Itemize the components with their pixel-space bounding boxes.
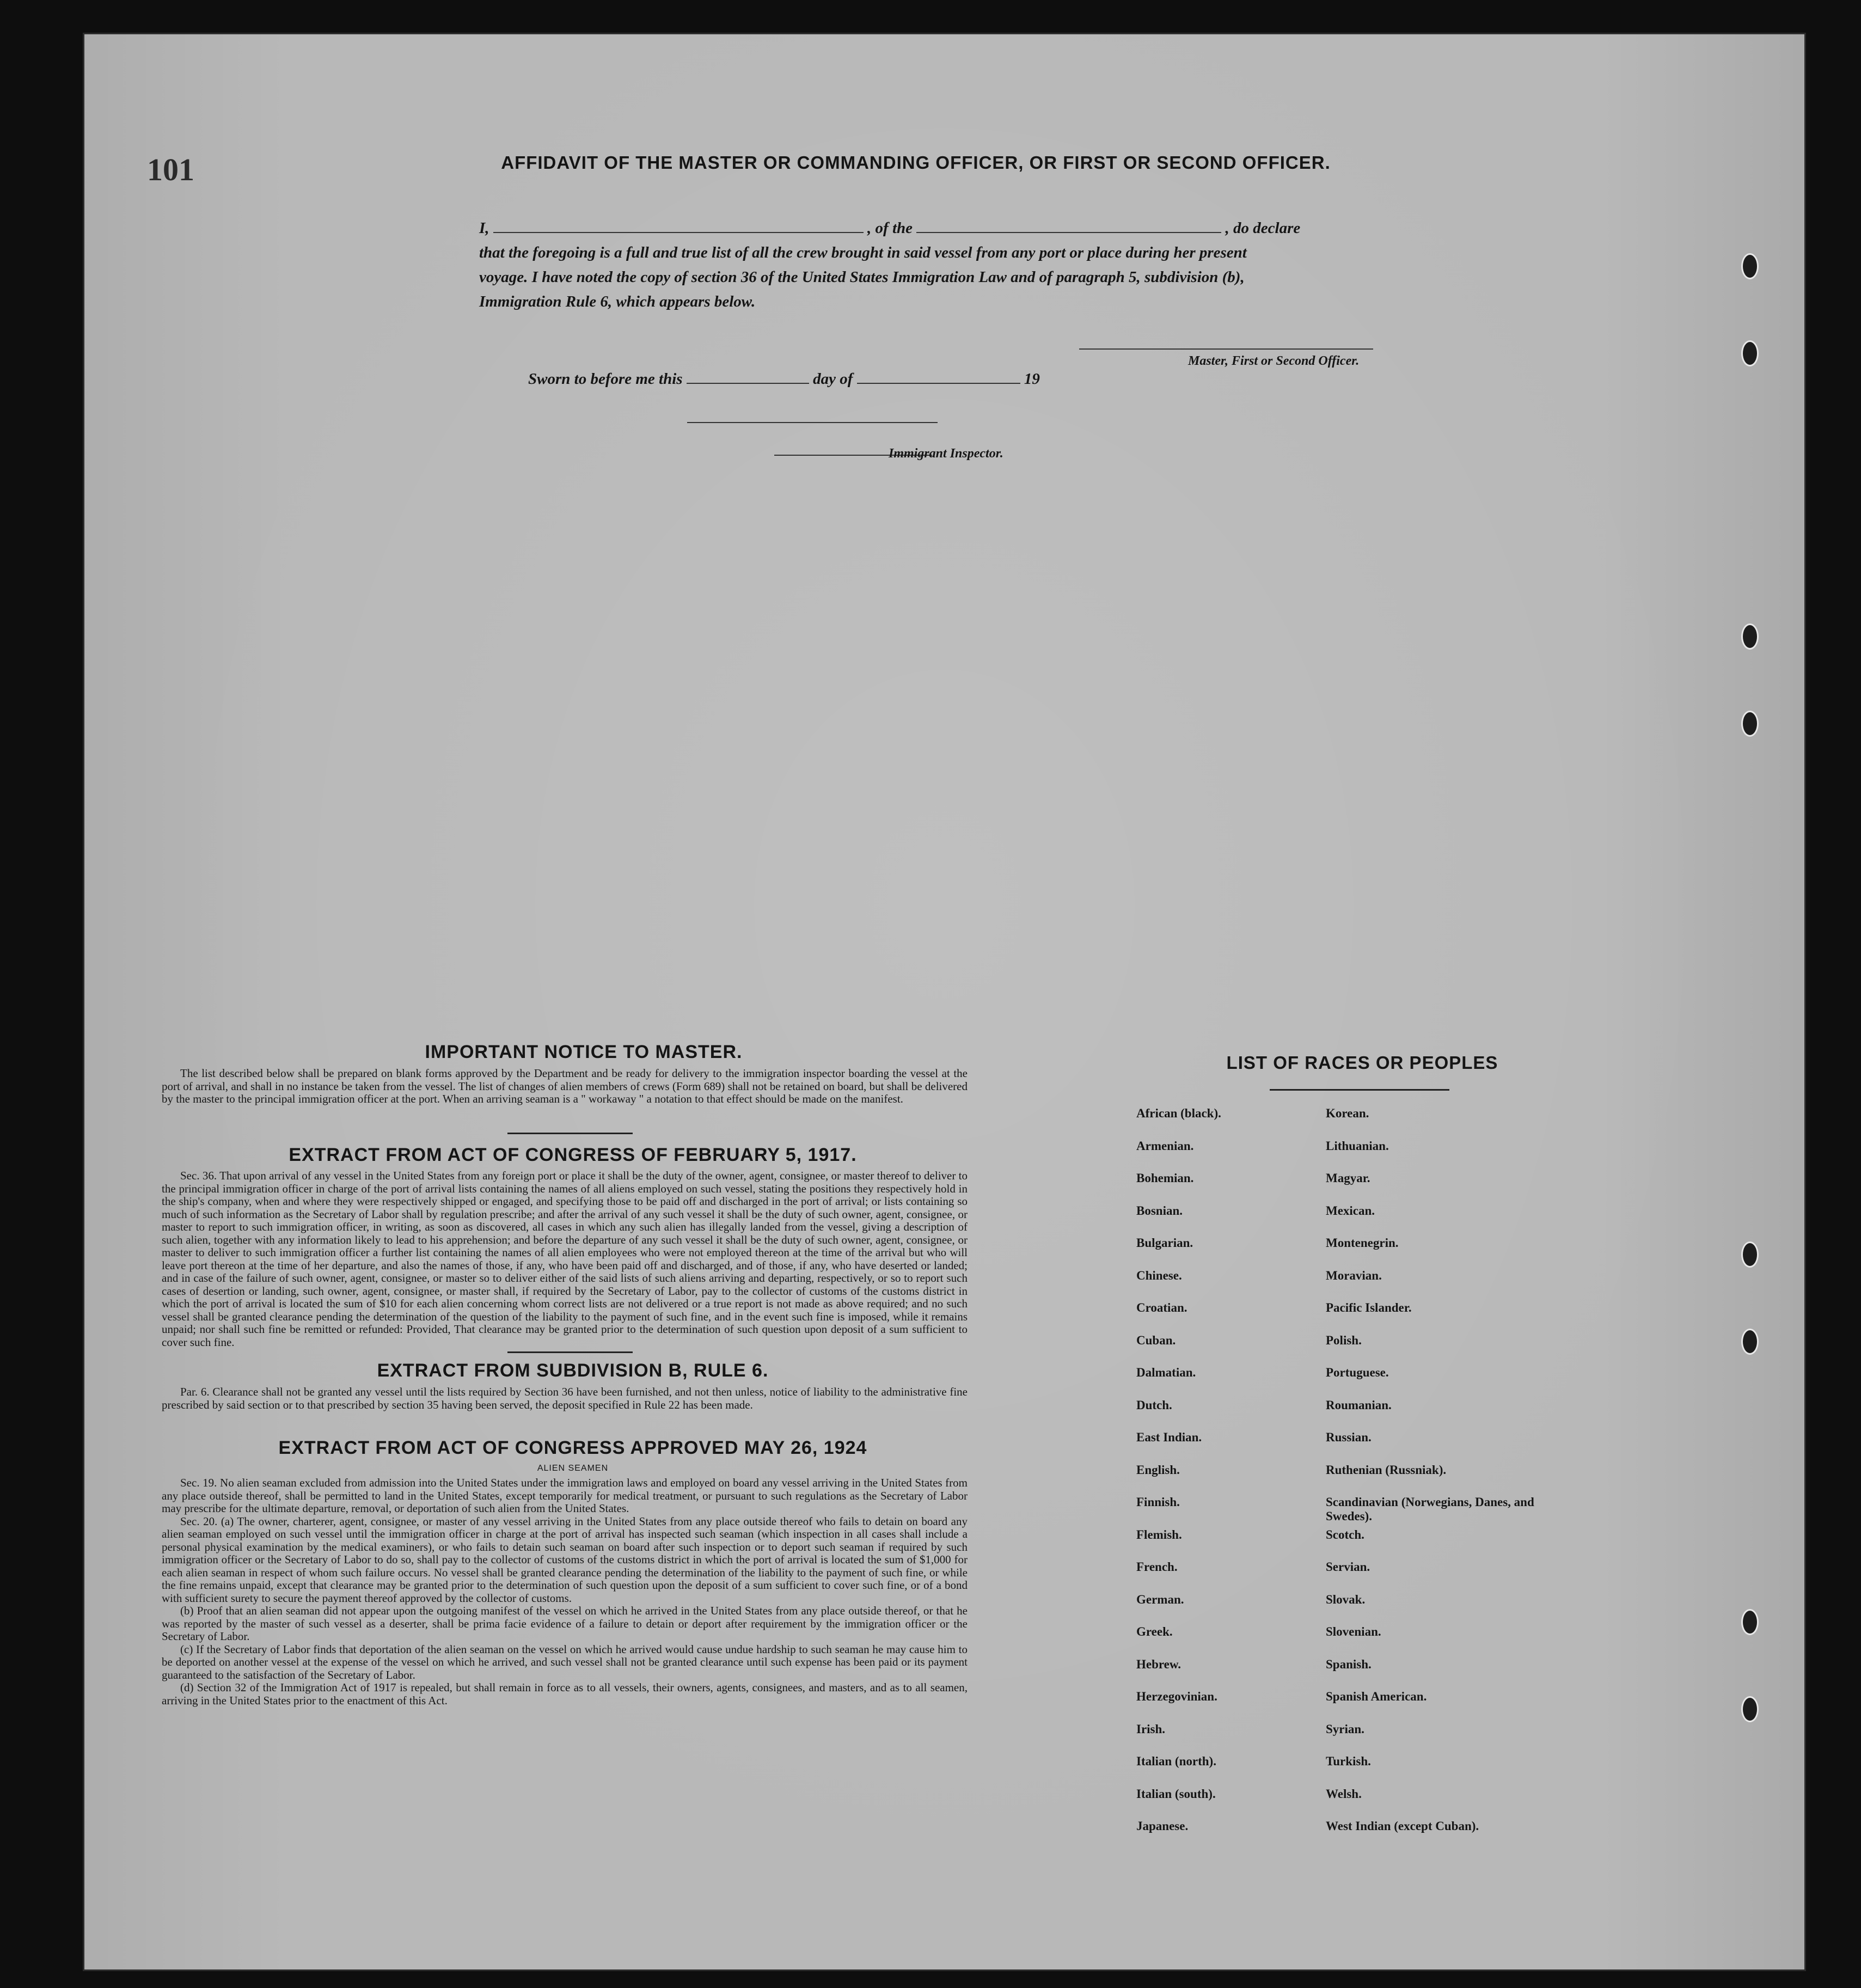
race-item: West Indian (except Cuban). xyxy=(1326,1819,1479,1833)
affidavit-line-2: that the foregoing is a full and true list of all the crew brought in said vessel from any port or place during her present xyxy=(479,244,1247,261)
race-item: Bohemian. xyxy=(1136,1171,1194,1185)
binder-hole xyxy=(1741,1329,1759,1355)
extract-1924-sec19: Sec. 19. No alien seaman excluded from admission into the United States under the immigration laws and employed on board any vessel arriving in the United States from any place outside thereof, shall be permitted to land in the United States, except temporarily for medical treatment, or pursuant to such regulations as the Secretary of Labor may prescribe for the ultimate departure, removal, or deportation of such alien from the United States. xyxy=(162,1476,968,1515)
race-item: East Indian. xyxy=(1136,1430,1202,1444)
race-item: Bosnian. xyxy=(1136,1203,1183,1218)
race-item: Flemish. xyxy=(1136,1527,1182,1542)
sworn-month-blank[interactable] xyxy=(857,371,1020,384)
extract-1917-title: EXTRACT FROM ACT OF CONGRESS OF FEBRUARY 5, 1917. xyxy=(289,1145,857,1165)
extract-1924-subtitle: ALIEN SEAMEN xyxy=(537,1464,609,1473)
race-item: Lithuanian. xyxy=(1326,1139,1389,1153)
extract-1924-sec20d: (d) Section 32 of the Immigration Act of 1917 is repealed, but shall remain in force as to all vessels, their owners, agents, consignees, and masters, and as to all seamen, arriving in the United States prior to the enactment of this Act. xyxy=(162,1681,968,1707)
race-item: Irish. xyxy=(1136,1722,1166,1736)
race-item: Welsh. xyxy=(1326,1787,1362,1801)
race-item: Dalmatian. xyxy=(1136,1366,1196,1379)
binder-hole xyxy=(1741,711,1759,737)
inspector-caption: Immigrant Inspector. xyxy=(889,446,1003,461)
race-item: Roumanian. xyxy=(1326,1398,1392,1412)
race-item: Slovak. xyxy=(1326,1592,1366,1606)
document-page xyxy=(83,33,1806,1971)
binder-hole xyxy=(1741,340,1759,366)
page-number: 101 xyxy=(147,152,194,187)
sworn-line xyxy=(528,370,1236,388)
affidavit-line-1 xyxy=(479,219,1541,237)
affidavit-line1-b: , of the xyxy=(867,219,913,237)
inspector-signature-line[interactable] xyxy=(687,422,938,423)
race-item: Cuban. xyxy=(1136,1333,1176,1347)
notice-title: IMPORTANT NOTICE TO MASTER. xyxy=(425,1042,743,1062)
binder-hole xyxy=(1741,1241,1759,1268)
race-item: Scotch. xyxy=(1326,1527,1364,1542)
race-item: Chinese. xyxy=(1136,1268,1182,1282)
master-name-blank[interactable] xyxy=(493,220,864,233)
binder-hole xyxy=(1741,1609,1759,1635)
race-item: Turkish. xyxy=(1326,1754,1371,1768)
race-item: Croatian. xyxy=(1136,1301,1187,1314)
binder-hole xyxy=(1741,1696,1759,1722)
race-item: English. xyxy=(1136,1463,1180,1477)
divider xyxy=(1270,1089,1449,1091)
race-item: Pacific Islander. xyxy=(1326,1301,1412,1314)
race-item: Moravian. xyxy=(1326,1268,1382,1282)
affidavit-line1-c: , do declare xyxy=(1225,219,1301,237)
race-item: Bulgarian. xyxy=(1136,1236,1193,1250)
sworn-a: Sworn to before me this xyxy=(528,370,683,388)
race-item: Ruthenian (Russniak). xyxy=(1326,1463,1447,1477)
race-item: Finnish. xyxy=(1136,1495,1180,1509)
race-item: Magyar. xyxy=(1326,1171,1370,1185)
race-item: Armenian. xyxy=(1136,1139,1194,1153)
race-item: Greek. xyxy=(1136,1625,1173,1638)
affidavit-line-4: Immigration Rule 6, which appears below. xyxy=(479,293,756,310)
extract-1924-sec20c: (c) If the Secretary of Labor finds that deportation of the alien seaman on the vessel on which he arrived would cause undue hardship to such seaman he may cause him to be deported on another vessel at the expense of the vessel on which he arrived, and such vessel shall not be granted clearance until such expense has been paid or its payment guaranteed to the satisfaction of the Secretary of Labor. xyxy=(162,1642,968,1681)
binder-hole xyxy=(1741,623,1759,650)
races-right-column xyxy=(1326,1106,1554,1852)
race-item: Portuguese. xyxy=(1326,1366,1389,1379)
extract-1924-body xyxy=(162,1477,968,1707)
sworn-b: day of xyxy=(813,370,853,388)
race-item: Hebrew. xyxy=(1136,1657,1181,1671)
race-item: Herzegovinian. xyxy=(1136,1690,1217,1703)
extract-1924-sec20b: (b) Proof that an alien seaman did not appear upon the outgoing manifest of the vessel on which he arrived in the United States from any place outside thereof, or that he was reported by the master of such vessel as a deserter, shall be prima facie evidence of a failure to detain or deport after requirement by the immigration officer or the Secretary of Labor. xyxy=(162,1604,968,1643)
race-item: Italian (south). xyxy=(1136,1787,1216,1801)
race-item: Spanish. xyxy=(1326,1657,1372,1671)
race-item: African (black). xyxy=(1136,1106,1221,1120)
race-item: Syrian. xyxy=(1326,1722,1364,1736)
binder-hole xyxy=(1741,253,1759,279)
race-item: French. xyxy=(1136,1560,1178,1574)
extract-1917-body: Sec. 36. That upon arrival of any vessel in the United States from any foreign port or place it shall be the duty of the owner, agent, consignee, or master thereof to deliver to the principal immigration officer in charge of the port of arrival lists containing the names of all aliens employed on such vessel, stating the positions they respectively hold in the ship's company, when and where they were respectively shipped or engaged, and specifying those to be paid off and discharged in the port of arrival; or lists containing so much of such information as the Secretary of Labor shall by regulation prescribe; and after the arrival of any such vessel it shall be the duty of such owner, agent, consignee, or master to report to such immigration officer, in writing, as soon as discovered, all cases in which any such alien has illegally landed from the vessel, giving a description of such alien, together with any information likely to lead to his apprehension; and before the departure of any such vessel it shall be the duty of such owner, agent, consignee, or master to deliver to such immigration officer a further list containing the names of all alien employees who were not employed thereon at the time of the arrival but who will leave port thereon at the time of her departure, and also the names of those, if any, who have been paid off and discharged, and of those, if any, who have deserted or landed; and in case of the failure of such owner, agent, consignee, or master so to deliver either of the said lists of such aliens arriving and departing, respectively, or so to report such cases of desertion or landing, such owner, agent, consignee, or master shall, if required by the Secretary of Labor, pay to the collector of customs of the customs district in which the port of arrival is located the sum of $10 for each alien concerning whom correct lists are not delivered or a true report is not made as above required; and no such vessel shall be granted clearance pending the determination of the question of the liability to the payment of such fine, and in the event such fine is imposed, while it remains unpaid; nor shall such fine be remitted or refunded: Provided, That clearance may be granted prior to the determination of such question upon deposit of a sum sufficient to cover such fine. xyxy=(162,1169,968,1349)
races-left-column xyxy=(1136,1106,1321,1852)
race-item: Korean. xyxy=(1326,1106,1369,1120)
divider xyxy=(507,1351,633,1353)
sworn-day-blank[interactable] xyxy=(687,371,809,384)
divider xyxy=(507,1133,633,1134)
extract-rule6-body: Par. 6. Clearance shall not be granted any vessel until the lists required by Section 36 have been furnished, and not then unless, notice of liability to the administrative fine prescribed by said section or to that prescribed by section 35 having been served, the deposit specified in Rule 22 has been made. xyxy=(162,1385,968,1411)
notice-body: The list described below shall be prepared on blank forms approved by the Department and be ready for delivery to the immigration inspector boarding the vessel at the port of arrival, and shall in no instance be taken from the vessel. The list of changes of alien members of crews (Form 689) shall not be retained on board, but shall be delivered by the master to the principal immigration officer at the port. When an arriving seaman is a " workaway " a notation to that effect should be made on the manifest. xyxy=(162,1067,968,1105)
race-item: Spanish American. xyxy=(1326,1690,1427,1703)
affidavit-line1-a: I, xyxy=(479,219,489,237)
race-item: Japanese. xyxy=(1136,1819,1189,1833)
race-item: German. xyxy=(1136,1592,1184,1606)
race-item: Dutch. xyxy=(1136,1398,1172,1412)
race-item: Montenegrin. xyxy=(1326,1236,1399,1250)
extract-1924-sec20a: Sec. 20. (a) The owner, charterer, agent, consignee, or master of any vessel arriving in the United States from any place outside thereof who fails to detain on board any alien seaman employed on such vessel until the immigration officer in charge at the port of arrival has inspected such seaman (which inspection in all cases shall include a personal physical examination by the medical examiners), or who fails to detain such seaman on board after such inspection or to deport such seaman if required by such immigration officer or the Secretary of Labor to do so, shall pay to the collector of customs of the customs district in which the port of arrival is located the sum of $1,000 for each alien seaman in respect of whom such failure occurs. No vessel shall be granted clearance pending the determination of the liability to the payment of such fine, or while the fine remains unpaid, except that clearance may be granted prior to the determination of such question upon the deposit of a sum sufficient to cover such fine, or of a bond with sufficient surety to secure the payment thereof approved by the collector of customs. xyxy=(162,1514,968,1605)
affidavit-line-3: voyage. I have noted the copy of section 36 of the United States Immigration Law and of paragraph 5, subdivision (b), xyxy=(479,268,1245,286)
race-item: Slovenian. xyxy=(1326,1625,1381,1638)
race-item: Servian. xyxy=(1326,1560,1370,1574)
race-item: Scandinavian (Norwegians, Danes, and Swedes). xyxy=(1326,1495,1534,1523)
affidavit-title: AFFIDAVIT OF THE MASTER OR COMMANDING OFFICER, OR FIRST OR SECOND OFFICER. xyxy=(501,152,1331,173)
race-item: Polish. xyxy=(1326,1333,1362,1347)
races-title: LIST OF RACES OR PEOPLES xyxy=(1226,1053,1498,1073)
race-item: Russian. xyxy=(1326,1430,1372,1444)
race-item: Italian (north). xyxy=(1136,1754,1216,1768)
extract-rule6-title: EXTRACT FROM SUBDIVISION B, RULE 6. xyxy=(377,1360,769,1381)
vessel-name-blank[interactable] xyxy=(916,220,1221,233)
signature-caption: Master, First or Second Officer. xyxy=(1188,354,1360,368)
signature-line[interactable] xyxy=(1079,348,1373,350)
sworn-c: 19 xyxy=(1024,370,1040,388)
extract-1924-title: EXTRACT FROM ACT OF CONGRESS APPROVED MAY 26, 1924 xyxy=(278,1438,867,1458)
race-item: Mexican. xyxy=(1326,1203,1375,1218)
